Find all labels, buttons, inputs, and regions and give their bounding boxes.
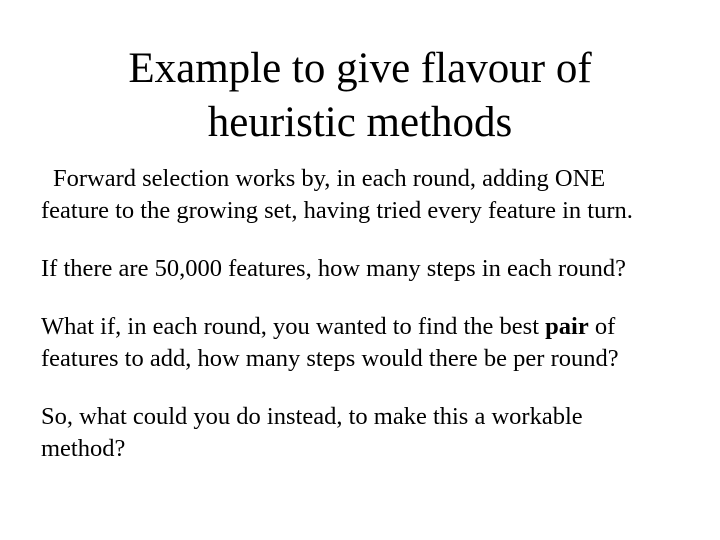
paragraph-3-text-a: What if, in each round, you wanted to find the best	[41, 313, 546, 340]
paragraph-1-line-1: Forward selection works by, in each round, adding ONE	[53, 165, 606, 192]
paragraph-steps-question	[41, 253, 716, 285]
title-line-1: Example to give flavour of	[128, 45, 592, 92]
paragraph-pair-question	[41, 311, 716, 375]
paragraph-4-line-1: So, what could you do instead, to make this a workable	[41, 403, 583, 430]
slide-body	[41, 163, 716, 491]
paragraph-3-line-2: features to add, how many steps would there be per round?	[41, 345, 619, 372]
paragraph-workable-method	[41, 401, 716, 465]
paragraph-2-line-1: If there are 50,000 features, how many steps in each round?	[41, 255, 627, 282]
paragraph-4-line-2: method?	[41, 435, 126, 462]
paragraph-3-text-b: of	[588, 313, 616, 340]
slide-title	[0, 42, 720, 150]
emphasis-pair: pair	[545, 313, 589, 340]
title-line-2: heuristic methods	[207, 99, 513, 146]
paragraph-forward-selection	[41, 163, 716, 227]
paragraph-1-line-2: feature to the growing set, having tried every feature in turn.	[41, 197, 633, 224]
paragraph-3-line-1	[41, 311, 716, 343]
